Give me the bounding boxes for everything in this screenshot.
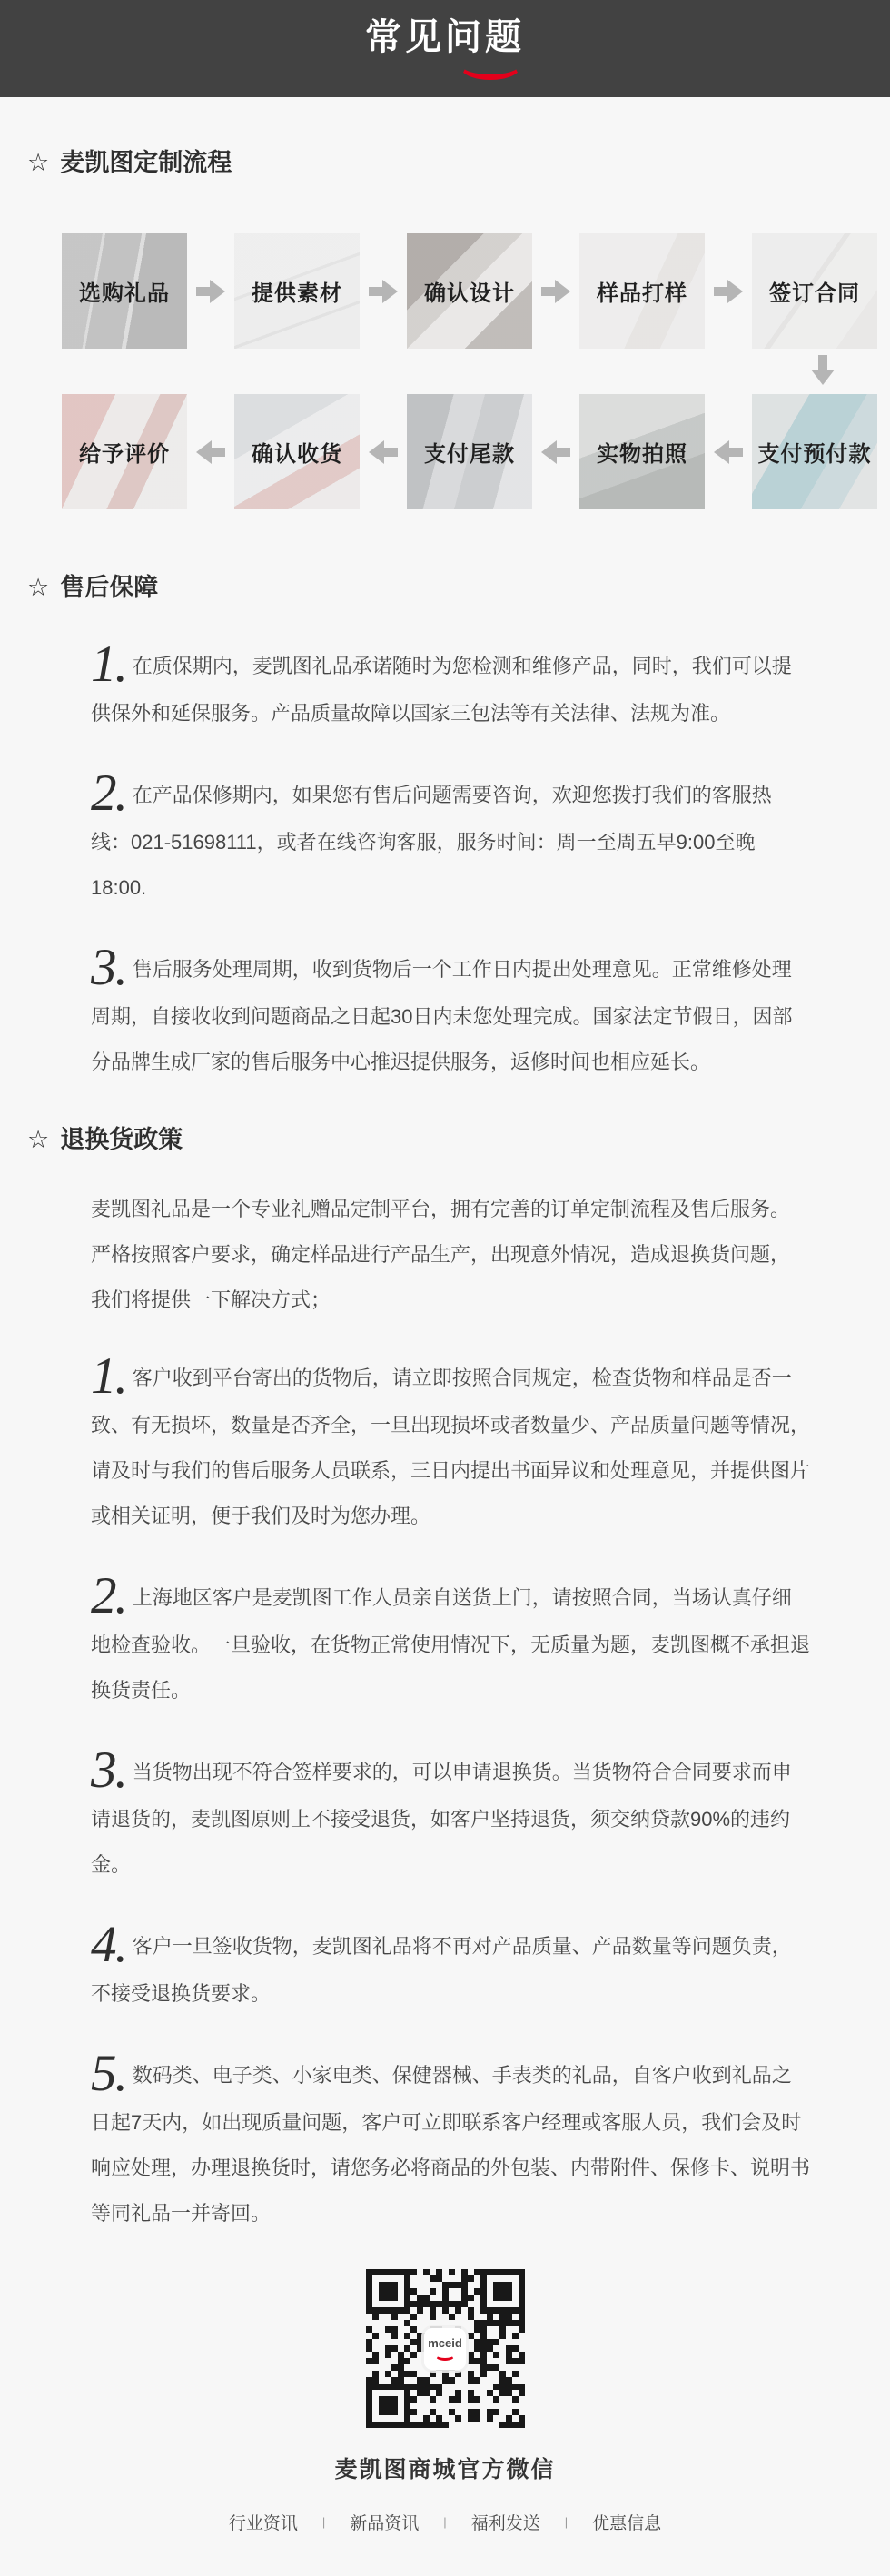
step-label: 支付预付款	[757, 442, 872, 467]
step-label: 提供素材	[252, 281, 342, 306]
process-step-r1-1	[62, 233, 187, 349]
returns-intro: 麦凯图礼品是一个专业礼赠品定制平台，拥有完善的订单定制流程及售后服务。严格按照客户要求，确定样品进行产品生产，出现意外情况，造成退换货问题，我们将提供一下解决方式；	[91, 1198, 791, 1311]
item-text: 客户收到平台寄出的货物后，请立即按照合同规定，检查货物和样品是否一致、有无损坏，数量是否齐全，一旦出现损坏或者数量少、产品质量问题等情况，请及时与我们的售后服务人员联系，三日内提出书面异议和处理意见，并提供图片或相关证明，便于我们及时为您办理。	[91, 1367, 811, 1527]
page-header	[0, 0, 890, 97]
separator: |	[564, 2515, 569, 2529]
separator: |	[321, 2515, 326, 2529]
process-step-r1-5	[752, 233, 877, 349]
step-label: 确认设计	[424, 281, 515, 306]
item-text: 在产品保修期内，如果您有售后问题需要咨询，欢迎您拨打我们的客服热线：021-51698111，或者在线咨询客服，服务时间：周一至周五早9:00至晚18:00.	[91, 784, 772, 899]
returns-section-title	[27, 1125, 890, 1154]
arrow-right-icon	[196, 280, 225, 303]
after-sales-section-title	[27, 573, 890, 602]
arrow-right-icon	[369, 280, 398, 303]
returns-item-1	[91, 1347, 811, 1539]
item-text: 数码类、电子类、小家电类、保健器械、手表类的礼品，自客户收到礼品之日起7天内，如出现质量问题，客户可立即联系客户经理或客服人员，我们会及时响应处理，办理退换货时，请您务必将商品的外包装、内带附件、保修卡、说明书等同礼品一并寄回。	[91, 2064, 811, 2225]
brand-logo	[424, 2328, 466, 2370]
item-text: 在质保期内，麦凯图礼品承诺随时为您检测和维修产品，同时，我们可以提供保外和延保服务。产品质量故障以国家三包法等有关法律、法规为准。	[91, 655, 792, 725]
process-row-2	[62, 394, 890, 509]
process-row-1	[62, 233, 890, 349]
step-label: 签订合同	[769, 281, 860, 306]
step-label: 样品打样	[597, 281, 687, 306]
footer-links	[0, 2510, 890, 2576]
wechat-qr-block	[0, 2269, 890, 2484]
separator: |	[443, 2515, 447, 2529]
item-text: 当货物出现不符合签样要求的，可以申请退换货。当货物符合合同要求而申请退货的，麦凯图原则上不接受退货，如客户坚持退货，须交纳贷款90%的违约金。	[91, 1761, 792, 1876]
process-step-r2-2	[234, 394, 360, 509]
returns-item-4	[91, 1916, 810, 2017]
step-label: 实物拍照	[597, 442, 687, 467]
brand-logo-text: mceid	[428, 2335, 462, 2350]
arrow-right-icon	[714, 280, 743, 303]
process-section	[0, 97, 890, 509]
qr-caption: 麦凯图商城官方微信	[334, 2457, 556, 2482]
step-label: 给予评价	[79, 442, 170, 467]
step-label: 支付尾款	[424, 442, 515, 467]
returns-section	[0, 1125, 890, 2236]
process-step-r2-5	[752, 394, 877, 509]
arrow-left-icon	[196, 440, 225, 464]
process-step-r2-1	[62, 394, 187, 509]
returns-title-text: 退换货政策	[60, 1126, 183, 1153]
step-label: 确认收货	[252, 442, 342, 467]
after-sales-item-3	[91, 939, 810, 1085]
footer-link-4[interactable]: 优惠信息	[592, 2514, 662, 2533]
smile-underline-icon	[460, 52, 521, 80]
item-number: 2.	[91, 1567, 126, 1624]
smile-underline-icon	[435, 2350, 455, 2361]
after-sales-title-text: 售后保障	[60, 574, 159, 601]
returns-list	[0, 1347, 890, 2236]
arrow-left-icon	[369, 440, 398, 464]
arrow-right-icon	[541, 280, 570, 303]
star-icon: ☆	[27, 574, 50, 601]
returns-item-5	[91, 2045, 811, 2236]
after-sales-list	[0, 638, 890, 1085]
returns-item-2	[91, 1567, 811, 1713]
arrow-left-icon	[714, 440, 743, 464]
star-icon: ☆	[27, 149, 50, 176]
process-step-r1-2	[234, 233, 360, 349]
returns-item-3	[91, 1744, 810, 1888]
item-text: 上海地区客户是麦凯图工作人员亲自送货上门，请按照合同，当场认真仔细地检查验收。一旦验收，在货物正常使用情况下，无质量为题，麦凯图概不承担退换货责任。	[91, 1586, 811, 1702]
arrow-down-icon	[811, 355, 835, 385]
item-text: 售后服务处理周期，收到货物后一个工作日内提出处理意见。正常维修处理周期，自接收收到问题商品之日起30日内未您处理完成。国家法定节假日，因部分品牌生成厂家的售后服务中心推迟提供服务，返修时间也相应延长。	[91, 958, 793, 1073]
item-number: 1.	[91, 1347, 126, 1405]
footer-link-2[interactable]: 新品资讯	[350, 2514, 420, 2533]
arrow-left-icon	[541, 440, 570, 464]
item-number: 5.	[91, 2045, 126, 2102]
footer-link-1[interactable]: 行业资讯	[228, 2514, 298, 2533]
item-number: 3.	[91, 939, 126, 996]
process-step-r2-3	[407, 394, 532, 509]
after-sales-item-1	[91, 638, 810, 736]
process-step-r1-3	[407, 233, 532, 349]
after-sales-item-2	[91, 767, 810, 911]
page-title: 常见问题	[365, 17, 525, 57]
process-step-r2-4	[579, 394, 705, 509]
step-label: 选购礼品	[79, 281, 170, 306]
item-text: 客户一旦签收货物，麦凯图礼品将不再对产品质量、产品数量等问题负责，不接受退换货要求。	[91, 1935, 792, 2005]
item-number: 3.	[91, 1742, 126, 1799]
star-icon: ☆	[27, 1126, 50, 1153]
item-number: 2.	[91, 765, 126, 822]
after-sales-section	[0, 573, 890, 1085]
qr-code	[366, 2269, 525, 2428]
item-number: 4.	[91, 1916, 126, 1973]
footer-link-3[interactable]: 福利发送	[470, 2514, 540, 2533]
process-title-text: 麦凯图定制流程	[60, 149, 232, 176]
process-section-title	[27, 148, 890, 177]
process-step-r1-4	[579, 233, 705, 349]
item-number: 1.	[91, 636, 126, 693]
process-row-connector	[0, 349, 890, 394]
